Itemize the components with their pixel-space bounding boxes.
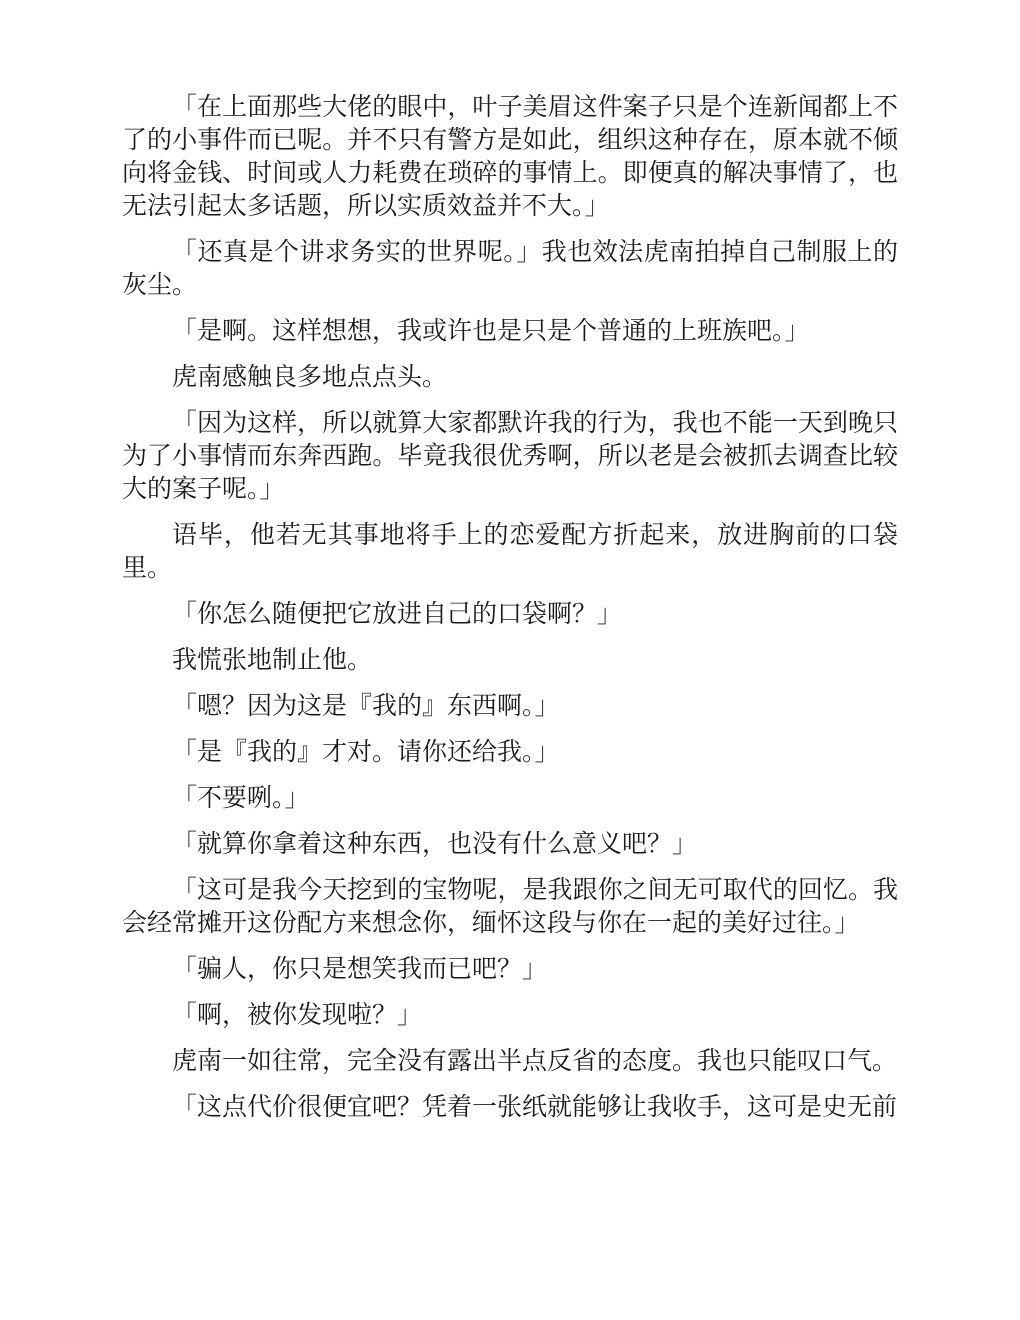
paragraph-9: 「嗯？因为这是『我的』东西啊。」 (172, 691, 560, 720)
paragraph-7: 「你怎么随便把它放进自己的口袋啊？」 (172, 599, 623, 628)
paragraph-10: 「是『我的』才对。请你还给我。」 (172, 737, 560, 766)
paragraph-13: 「这可是我今天挖到的宝物呢，是我跟你之间无可取代的回忆。我会经常摊开这份配方来想念你，缅怀这段与你在一起的美好过往。」 (122, 875, 898, 937)
paragraph-12: 「就算你拿着这种东西，也没有什么意义吧？」 (172, 829, 698, 858)
paragraph-15: 「啊，被你发现啦？」 (172, 1000, 423, 1029)
paragraph-1: 「在上面那些大佬的眼中，叶子美眉这件案子只是个连新闻都上不了的小事件而已呢。并不只有警方是如此，组织这种存在，原本就不倾向将金钱、时间或人力耗费在琐碎的事情上。即便真的解决事情了，也无法引起太多话题，所以实质效益并不大。」 (122, 92, 898, 220)
paragraph-16: 虎南一如往常，完全没有露出半点反省的态度。我也只能叹口气。 (172, 1046, 898, 1075)
paragraph-14: 「骗人，你只是想笑我而已吧？」 (172, 954, 548, 983)
paragraph-5: 「因为这样，所以就算大家都默许我的行为，我也不能一天到晚只为了小事情而东奔西跑。毕竟我很优秀啊，所以老是会被抓去调查比较大的案子呢。」 (122, 408, 898, 503)
paragraph-11: 「不要咧。」 (172, 783, 310, 812)
paragraph-6: 语毕，他若无其事地将手上的恋爱配方折起来，放进胸前的口袋里。 (122, 520, 898, 582)
paragraph-4: 虎南感触良多地点点头。 (172, 362, 448, 391)
paragraph-3: 「是啊。这样想想，我或许也是只是个普通的上班族吧。」 (172, 316, 810, 345)
paragraph-17: 「这点代价很便宜吧？凭着一张纸就能够让我收手，这可是史无前 (172, 1092, 898, 1121)
page-body (122, 90, 898, 1136)
paragraph-8: 我慌张地制止他。 (172, 645, 373, 674)
paragraph-2: 「还真是个讲求务实的世界呢。」我也效法虎南拍掉自己制服上的灰尘。 (122, 237, 898, 299)
